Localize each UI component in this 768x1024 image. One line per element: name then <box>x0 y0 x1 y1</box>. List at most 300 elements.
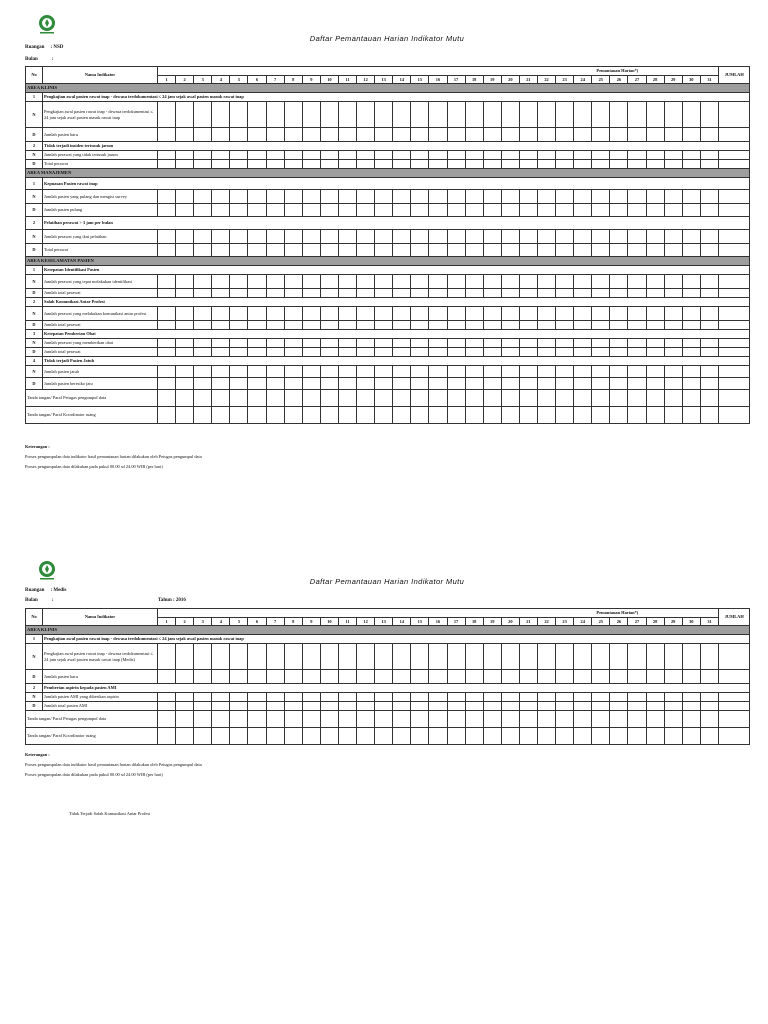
day-cell[interactable] <box>393 151 411 160</box>
day-cell[interactable] <box>393 275 411 289</box>
day-cell[interactable] <box>158 244 176 257</box>
day-cell[interactable] <box>194 204 212 217</box>
day-cell[interactable] <box>664 339 682 348</box>
day-cell[interactable] <box>447 693 465 702</box>
day-cell[interactable] <box>302 390 320 407</box>
day-cell[interactable] <box>158 204 176 217</box>
day-cell[interactable] <box>537 275 555 289</box>
day-cell[interactable] <box>357 728 375 745</box>
jumlah-cell[interactable] <box>719 230 750 244</box>
day-cell[interactable] <box>248 366 266 378</box>
day-cell[interactable] <box>556 390 574 407</box>
day-cell[interactable] <box>284 204 302 217</box>
day-cell[interactable] <box>357 366 375 378</box>
day-cell[interactable] <box>682 307 700 321</box>
day-cell[interactable] <box>501 230 519 244</box>
day-cell[interactable] <box>519 321 537 330</box>
day-cell[interactable] <box>483 390 501 407</box>
day-cell[interactable] <box>610 102 628 128</box>
day-cell[interactable] <box>393 702 411 711</box>
day-cell[interactable] <box>465 160 483 169</box>
day-cell[interactable] <box>357 151 375 160</box>
day-cell[interactable] <box>320 289 338 298</box>
jumlah-cell[interactable] <box>719 711 750 728</box>
day-cell[interactable] <box>284 275 302 289</box>
day-cell[interactable] <box>429 378 447 390</box>
day-cell[interactable] <box>610 348 628 357</box>
day-cell[interactable] <box>556 160 574 169</box>
day-cell[interactable] <box>501 348 519 357</box>
day-cell[interactable] <box>302 728 320 745</box>
day-cell[interactable] <box>646 728 664 745</box>
day-cell[interactable] <box>519 348 537 357</box>
day-cell[interactable] <box>646 339 664 348</box>
day-cell[interactable] <box>700 102 718 128</box>
day-cell[interactable] <box>429 407 447 424</box>
day-cell[interactable] <box>357 407 375 424</box>
day-cell[interactable] <box>302 670 320 684</box>
day-cell[interactable] <box>411 644 429 670</box>
day-cell[interactable] <box>700 348 718 357</box>
day-cell[interactable] <box>194 151 212 160</box>
day-cell[interactable] <box>266 366 284 378</box>
day-cell[interactable] <box>212 128 230 142</box>
day-cell[interactable] <box>393 390 411 407</box>
day-cell[interactable] <box>465 204 483 217</box>
day-cell[interactable] <box>284 289 302 298</box>
day-cell[interactable] <box>628 728 646 745</box>
day-cell[interactable] <box>628 275 646 289</box>
day-cell[interactable] <box>519 711 537 728</box>
day-cell[interactable] <box>248 307 266 321</box>
day-cell[interactable] <box>158 151 176 160</box>
day-cell[interactable] <box>574 644 592 670</box>
day-cell[interactable] <box>628 407 646 424</box>
day-cell[interactable] <box>447 348 465 357</box>
day-cell[interactable] <box>357 378 375 390</box>
day-cell[interactable] <box>248 728 266 745</box>
day-cell[interactable] <box>501 289 519 298</box>
day-cell[interactable] <box>411 289 429 298</box>
day-cell[interactable] <box>556 151 574 160</box>
day-cell[interactable] <box>429 693 447 702</box>
day-cell[interactable] <box>194 670 212 684</box>
day-cell[interactable] <box>610 407 628 424</box>
day-cell[interactable] <box>194 160 212 169</box>
day-cell[interactable] <box>375 151 393 160</box>
day-cell[interactable] <box>574 160 592 169</box>
day-cell[interactable] <box>230 102 248 128</box>
day-cell[interactable] <box>158 321 176 330</box>
day-cell[interactable] <box>375 244 393 257</box>
day-cell[interactable] <box>628 128 646 142</box>
day-cell[interactable] <box>158 670 176 684</box>
day-cell[interactable] <box>592 160 610 169</box>
day-cell[interactable] <box>320 339 338 348</box>
day-cell[interactable] <box>158 339 176 348</box>
day-cell[interactable] <box>465 128 483 142</box>
day-cell[interactable] <box>375 348 393 357</box>
day-cell[interactable] <box>483 728 501 745</box>
day-cell[interactable] <box>592 407 610 424</box>
day-cell[interactable] <box>628 204 646 217</box>
day-cell[interactable] <box>320 230 338 244</box>
day-cell[interactable] <box>194 366 212 378</box>
day-cell[interactable] <box>411 102 429 128</box>
day-cell[interactable] <box>212 151 230 160</box>
day-cell[interactable] <box>302 693 320 702</box>
day-cell[interactable] <box>501 728 519 745</box>
day-cell[interactable] <box>158 190 176 204</box>
day-cell[interactable] <box>357 244 375 257</box>
day-cell[interactable] <box>266 670 284 684</box>
jumlah-cell[interactable] <box>719 693 750 702</box>
day-cell[interactable] <box>574 348 592 357</box>
day-cell[interactable] <box>375 275 393 289</box>
day-cell[interactable] <box>537 390 555 407</box>
day-cell[interactable] <box>338 102 356 128</box>
jumlah-cell[interactable] <box>719 128 750 142</box>
day-cell[interactable] <box>357 160 375 169</box>
day-cell[interactable] <box>465 230 483 244</box>
day-cell[interactable] <box>393 728 411 745</box>
day-cell[interactable] <box>375 366 393 378</box>
day-cell[interactable] <box>483 244 501 257</box>
day-cell[interactable] <box>429 307 447 321</box>
day-cell[interactable] <box>375 644 393 670</box>
day-cell[interactable] <box>519 390 537 407</box>
day-cell[interactable] <box>266 307 284 321</box>
day-cell[interactable] <box>302 244 320 257</box>
day-cell[interactable] <box>302 702 320 711</box>
day-cell[interactable] <box>212 728 230 745</box>
day-cell[interactable] <box>357 644 375 670</box>
jumlah-cell[interactable] <box>719 160 750 169</box>
day-cell[interactable] <box>501 693 519 702</box>
day-cell[interactable] <box>574 151 592 160</box>
day-cell[interactable] <box>574 390 592 407</box>
day-cell[interactable] <box>429 289 447 298</box>
day-cell[interactable] <box>194 390 212 407</box>
day-cell[interactable] <box>411 190 429 204</box>
day-cell[interactable] <box>519 151 537 160</box>
day-cell[interactable] <box>375 407 393 424</box>
day-cell[interactable] <box>411 230 429 244</box>
day-cell[interactable] <box>194 407 212 424</box>
day-cell[interactable] <box>574 230 592 244</box>
day-cell[interactable] <box>537 348 555 357</box>
day-cell[interactable] <box>465 151 483 160</box>
day-cell[interactable] <box>284 190 302 204</box>
day-cell[interactable] <box>176 160 194 169</box>
day-cell[interactable] <box>700 289 718 298</box>
day-cell[interactable] <box>592 151 610 160</box>
day-cell[interactable] <box>230 244 248 257</box>
day-cell[interactable] <box>574 204 592 217</box>
day-cell[interactable] <box>357 693 375 702</box>
day-cell[interactable] <box>646 348 664 357</box>
day-cell[interactable] <box>574 702 592 711</box>
day-cell[interactable] <box>266 693 284 702</box>
day-cell[interactable] <box>646 230 664 244</box>
day-cell[interactable] <box>537 230 555 244</box>
day-cell[interactable] <box>357 390 375 407</box>
day-cell[interactable] <box>628 289 646 298</box>
day-cell[interactable] <box>664 407 682 424</box>
jumlah-cell[interactable] <box>719 339 750 348</box>
day-cell[interactable] <box>465 339 483 348</box>
day-cell[interactable] <box>338 275 356 289</box>
day-cell[interactable] <box>338 702 356 711</box>
day-cell[interactable] <box>320 728 338 745</box>
day-cell[interactable] <box>338 378 356 390</box>
day-cell[interactable] <box>230 230 248 244</box>
day-cell[interactable] <box>483 670 501 684</box>
day-cell[interactable] <box>176 102 194 128</box>
day-cell[interactable] <box>176 204 194 217</box>
day-cell[interactable] <box>483 644 501 670</box>
day-cell[interactable] <box>212 693 230 702</box>
jumlah-cell[interactable] <box>719 670 750 684</box>
day-cell[interactable] <box>501 407 519 424</box>
day-cell[interactable] <box>628 378 646 390</box>
day-cell[interactable] <box>338 321 356 330</box>
jumlah-cell[interactable] <box>719 644 750 670</box>
day-cell[interactable] <box>248 151 266 160</box>
day-cell[interactable] <box>411 275 429 289</box>
day-cell[interactable] <box>266 378 284 390</box>
day-cell[interactable] <box>248 348 266 357</box>
day-cell[interactable] <box>447 670 465 684</box>
day-cell[interactable] <box>338 366 356 378</box>
day-cell[interactable] <box>338 644 356 670</box>
day-cell[interactable] <box>393 407 411 424</box>
day-cell[interactable] <box>393 128 411 142</box>
day-cell[interactable] <box>646 102 664 128</box>
day-cell[interactable] <box>158 230 176 244</box>
day-cell[interactable] <box>212 321 230 330</box>
day-cell[interactable] <box>646 289 664 298</box>
day-cell[interactable] <box>556 190 574 204</box>
day-cell[interactable] <box>700 190 718 204</box>
day-cell[interactable] <box>411 728 429 745</box>
day-cell[interactable] <box>519 728 537 745</box>
day-cell[interactable] <box>230 204 248 217</box>
day-cell[interactable] <box>158 307 176 321</box>
day-cell[interactable] <box>284 378 302 390</box>
day-cell[interactable] <box>393 230 411 244</box>
day-cell[interactable] <box>248 160 266 169</box>
day-cell[interactable] <box>320 307 338 321</box>
day-cell[interactable] <box>266 407 284 424</box>
day-cell[interactable] <box>483 378 501 390</box>
day-cell[interactable] <box>592 128 610 142</box>
day-cell[interactable] <box>158 711 176 728</box>
day-cell[interactable] <box>338 160 356 169</box>
day-cell[interactable] <box>592 321 610 330</box>
day-cell[interactable] <box>248 275 266 289</box>
day-cell[interactable] <box>682 644 700 670</box>
day-cell[interactable] <box>375 307 393 321</box>
jumlah-cell[interactable] <box>719 151 750 160</box>
day-cell[interactable] <box>230 339 248 348</box>
day-cell[interactable] <box>519 407 537 424</box>
day-cell[interactable] <box>248 378 266 390</box>
jumlah-cell[interactable] <box>719 728 750 745</box>
day-cell[interactable] <box>501 321 519 330</box>
day-cell[interactable] <box>357 339 375 348</box>
day-cell[interactable] <box>664 702 682 711</box>
day-cell[interactable] <box>411 711 429 728</box>
day-cell[interactable] <box>592 230 610 244</box>
day-cell[interactable] <box>375 230 393 244</box>
day-cell[interactable] <box>447 339 465 348</box>
day-cell[interactable] <box>700 128 718 142</box>
day-cell[interactable] <box>302 102 320 128</box>
day-cell[interactable] <box>664 348 682 357</box>
day-cell[interactable] <box>483 711 501 728</box>
day-cell[interactable] <box>375 289 393 298</box>
day-cell[interactable] <box>682 244 700 257</box>
day-cell[interactable] <box>302 230 320 244</box>
day-cell[interactable] <box>429 728 447 745</box>
day-cell[interactable] <box>574 711 592 728</box>
day-cell[interactable] <box>393 160 411 169</box>
day-cell[interactable] <box>574 275 592 289</box>
day-cell[interactable] <box>664 102 682 128</box>
day-cell[interactable] <box>158 102 176 128</box>
day-cell[interactable] <box>447 378 465 390</box>
day-cell[interactable] <box>357 307 375 321</box>
day-cell[interactable] <box>682 728 700 745</box>
day-cell[interactable] <box>230 160 248 169</box>
day-cell[interactable] <box>338 407 356 424</box>
day-cell[interactable] <box>465 366 483 378</box>
day-cell[interactable] <box>158 160 176 169</box>
day-cell[interactable] <box>212 289 230 298</box>
day-cell[interactable] <box>465 702 483 711</box>
day-cell[interactable] <box>556 307 574 321</box>
day-cell[interactable] <box>375 102 393 128</box>
day-cell[interactable] <box>610 339 628 348</box>
day-cell[interactable] <box>266 204 284 217</box>
day-cell[interactable] <box>447 204 465 217</box>
day-cell[interactable] <box>338 339 356 348</box>
day-cell[interactable] <box>302 151 320 160</box>
day-cell[interactable] <box>411 693 429 702</box>
day-cell[interactable] <box>610 190 628 204</box>
day-cell[interactable] <box>429 151 447 160</box>
day-cell[interactable] <box>682 204 700 217</box>
day-cell[interactable] <box>302 289 320 298</box>
jumlah-cell[interactable] <box>719 102 750 128</box>
day-cell[interactable] <box>320 160 338 169</box>
day-cell[interactable] <box>212 348 230 357</box>
day-cell[interactable] <box>447 711 465 728</box>
day-cell[interactable] <box>501 275 519 289</box>
day-cell[interactable] <box>266 644 284 670</box>
day-cell[interactable] <box>483 128 501 142</box>
day-cell[interactable] <box>176 348 194 357</box>
day-cell[interactable] <box>465 670 483 684</box>
day-cell[interactable] <box>230 348 248 357</box>
day-cell[interactable] <box>628 711 646 728</box>
day-cell[interactable] <box>465 190 483 204</box>
day-cell[interactable] <box>176 644 194 670</box>
day-cell[interactable] <box>284 670 302 684</box>
day-cell[interactable] <box>411 366 429 378</box>
day-cell[interactable] <box>465 321 483 330</box>
day-cell[interactable] <box>682 275 700 289</box>
day-cell[interactable] <box>176 670 194 684</box>
day-cell[interactable] <box>320 693 338 702</box>
day-cell[interactable] <box>302 644 320 670</box>
day-cell[interactable] <box>646 711 664 728</box>
day-cell[interactable] <box>212 160 230 169</box>
day-cell[interactable] <box>338 128 356 142</box>
day-cell[interactable] <box>574 366 592 378</box>
day-cell[interactable] <box>628 348 646 357</box>
day-cell[interactable] <box>212 644 230 670</box>
day-cell[interactable] <box>610 204 628 217</box>
day-cell[interactable] <box>501 204 519 217</box>
day-cell[interactable] <box>393 339 411 348</box>
day-cell[interactable] <box>537 366 555 378</box>
day-cell[interactable] <box>429 339 447 348</box>
day-cell[interactable] <box>176 693 194 702</box>
day-cell[interactable] <box>447 407 465 424</box>
day-cell[interactable] <box>248 289 266 298</box>
day-cell[interactable] <box>483 151 501 160</box>
day-cell[interactable] <box>375 339 393 348</box>
jumlah-cell[interactable] <box>719 289 750 298</box>
day-cell[interactable] <box>176 339 194 348</box>
day-cell[interactable] <box>248 230 266 244</box>
day-cell[interactable] <box>338 693 356 702</box>
day-cell[interactable] <box>266 160 284 169</box>
day-cell[interactable] <box>176 151 194 160</box>
day-cell[interactable] <box>628 321 646 330</box>
day-cell[interactable] <box>646 244 664 257</box>
day-cell[interactable] <box>610 366 628 378</box>
day-cell[interactable] <box>338 289 356 298</box>
day-cell[interactable] <box>230 711 248 728</box>
day-cell[interactable] <box>700 390 718 407</box>
day-cell[interactable] <box>284 693 302 702</box>
day-cell[interactable] <box>357 230 375 244</box>
day-cell[interactable] <box>501 151 519 160</box>
day-cell[interactable] <box>592 366 610 378</box>
day-cell[interactable] <box>284 407 302 424</box>
day-cell[interactable] <box>537 378 555 390</box>
day-cell[interactable] <box>411 321 429 330</box>
day-cell[interactable] <box>537 128 555 142</box>
day-cell[interactable] <box>429 230 447 244</box>
day-cell[interactable] <box>519 339 537 348</box>
day-cell[interactable] <box>248 711 266 728</box>
day-cell[interactable] <box>483 190 501 204</box>
day-cell[interactable] <box>176 289 194 298</box>
day-cell[interactable] <box>646 390 664 407</box>
day-cell[interactable] <box>465 275 483 289</box>
day-cell[interactable] <box>230 275 248 289</box>
day-cell[interactable] <box>284 728 302 745</box>
day-cell[interactable] <box>266 390 284 407</box>
day-cell[interactable] <box>447 102 465 128</box>
day-cell[interactable] <box>375 728 393 745</box>
day-cell[interactable] <box>338 711 356 728</box>
day-cell[interactable] <box>212 339 230 348</box>
